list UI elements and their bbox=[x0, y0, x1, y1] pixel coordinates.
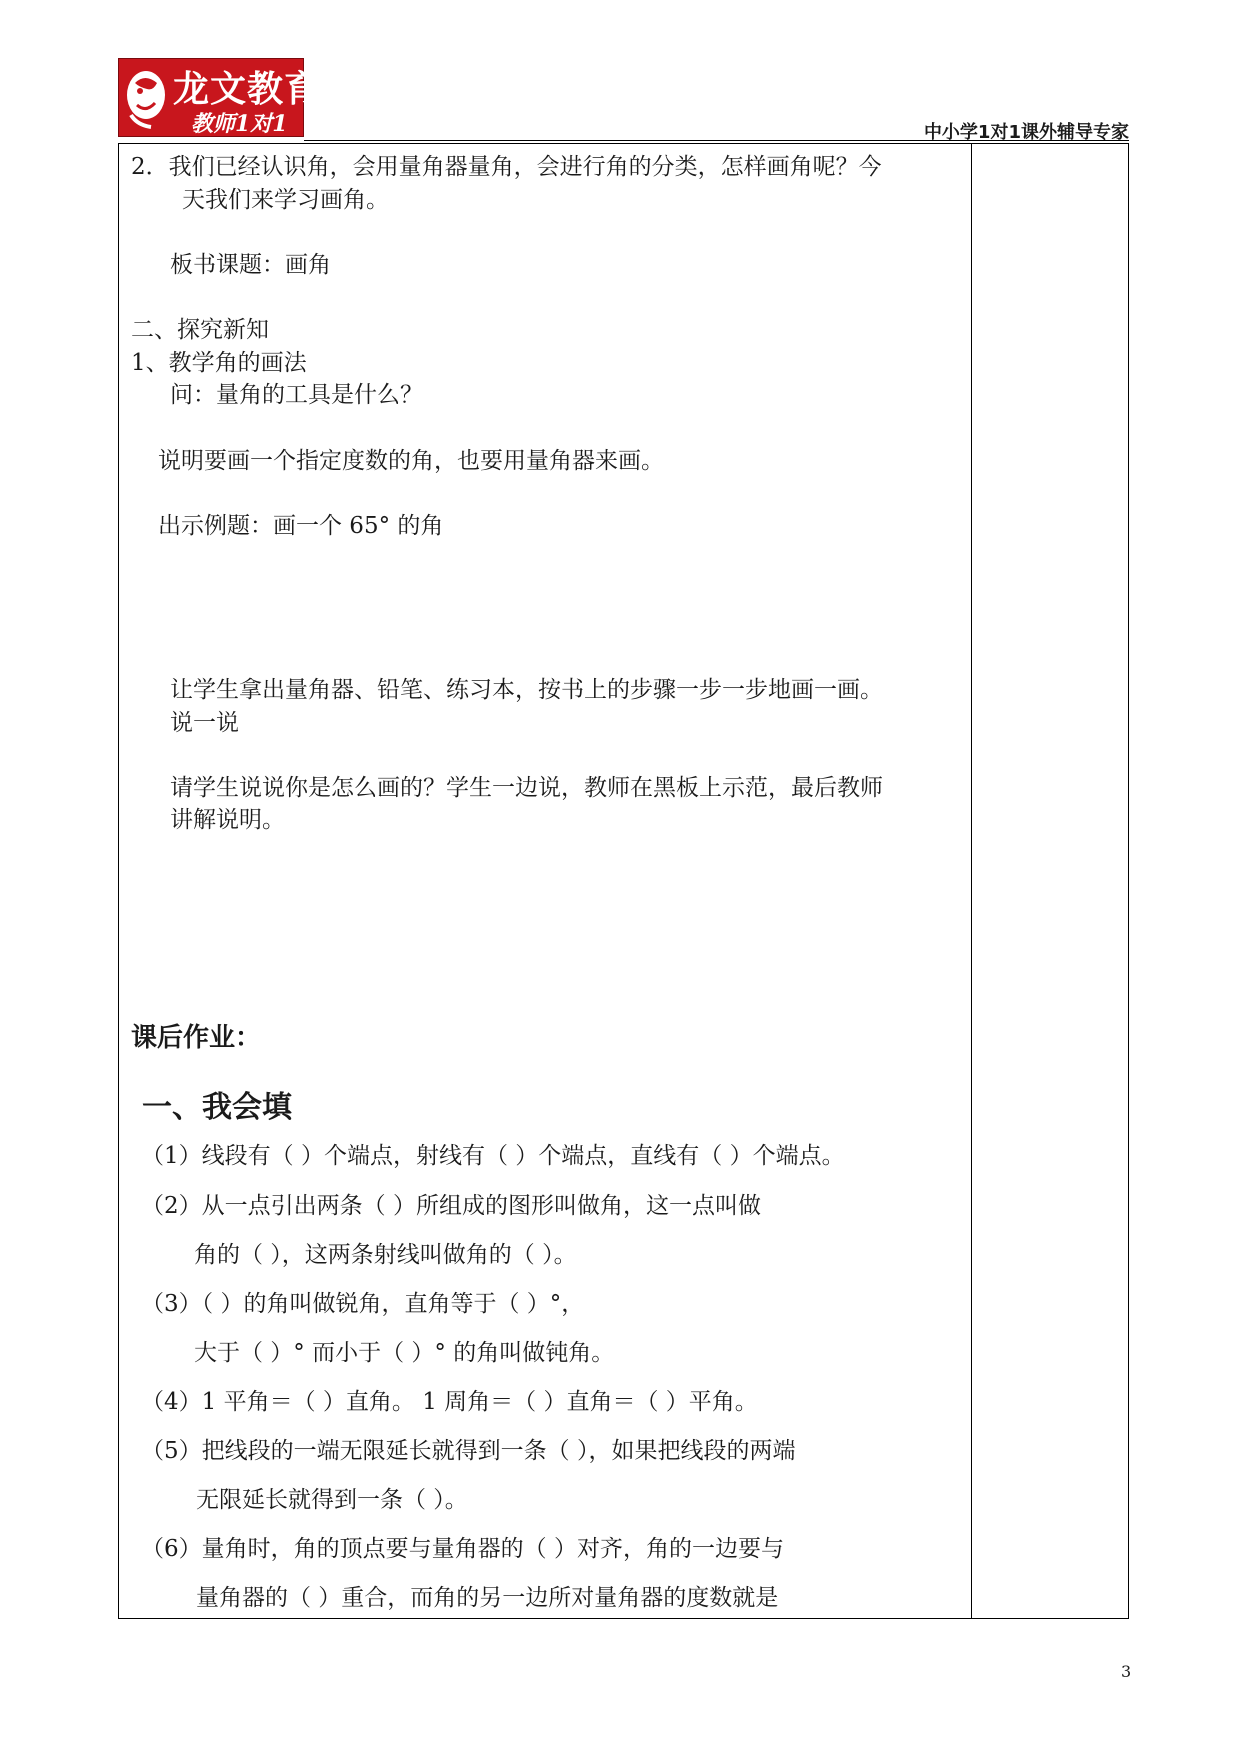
fill-item-2-cont: 角的（ ），这两条射线叫做角的（ ）。 bbox=[194, 1242, 577, 1268]
homework-part-title: 一、我会填 bbox=[142, 1090, 292, 1125]
logo-subtitle: 教师1对1 bbox=[191, 111, 288, 137]
intro-line-1: 2．我们已经认识角，会用量角器量角，会进行角的分类，怎样画角呢？今 bbox=[131, 154, 882, 180]
fill-item-4: （4）1 平角＝（ ）直角。 1 周角＝（ ）直角＝（ ）平角。 bbox=[141, 1389, 758, 1415]
board-title: 板书课题：画角 bbox=[170, 252, 331, 278]
dragon-mascot-icon bbox=[123, 65, 169, 131]
fill-item-5-cont: 无限延长就得到一条（ ）。 bbox=[196, 1487, 468, 1513]
logo-title: 龙文教育 bbox=[173, 69, 322, 110]
discuss-line-1: 请学生说说你是怎么画的？学生一边说，教师在黑板上示范，最后教师 bbox=[170, 775, 883, 801]
discuss-line-2: 讲解说明。 bbox=[170, 807, 285, 833]
example-text: 出示例题：画一个 65° 的角 bbox=[158, 513, 444, 539]
section-heading: 二、探究新知 bbox=[131, 317, 269, 343]
fill-item-1: （1）线段有（ ）个端点，射线有（ ）个端点，直线有（ ）个端点。 bbox=[141, 1143, 845, 1169]
header-divider bbox=[304, 140, 1129, 141]
header-tagline: 中小学1对1课外辅导专家 bbox=[923, 122, 1129, 143]
intro-line-2: 天我们来学习画角。 bbox=[182, 187, 389, 213]
activity-line-2: 说一说 bbox=[170, 710, 239, 736]
fill-item-6: （6）量角时，角的顶点要与量角器的（ ）对齐，角的一边要与 bbox=[141, 1536, 784, 1562]
fill-item-5: （5）把线段的一端无限延长就得到一条（ ），如果把线段的两端 bbox=[141, 1438, 796, 1464]
fill-item-6-cont: 量角器的（ ）重合，而角的另一边所对量角器的度数就是 bbox=[196, 1585, 779, 1611]
fill-item-3-cont: 大于（ ）° 而小于（ ）° 的角叫做钝角。 bbox=[194, 1340, 615, 1366]
question-text: 问：量角的工具是什么？ bbox=[170, 382, 423, 408]
table-column-divider bbox=[971, 143, 972, 1619]
fill-item-3: （3）（ ）的角叫做锐角，直角等于（ ）°， bbox=[141, 1291, 585, 1317]
explain-text: 说明要画一个指定度数的角，也要用量角器来画。 bbox=[158, 448, 664, 474]
subsection-heading: 1、教学角的画法 bbox=[131, 350, 307, 376]
fill-item-2: （2）从一点引出两条（ ）所组成的图形叫做角，这一点叫做 bbox=[141, 1193, 761, 1219]
page-number: 3 bbox=[1121, 1662, 1132, 1681]
activity-line-1: 让学生拿出量角器、铅笔、练习本，按书上的步骤一步一步地画一画。 bbox=[170, 677, 883, 703]
company-logo bbox=[118, 58, 322, 137]
homework-title: 课后作业： bbox=[131, 1023, 262, 1053]
